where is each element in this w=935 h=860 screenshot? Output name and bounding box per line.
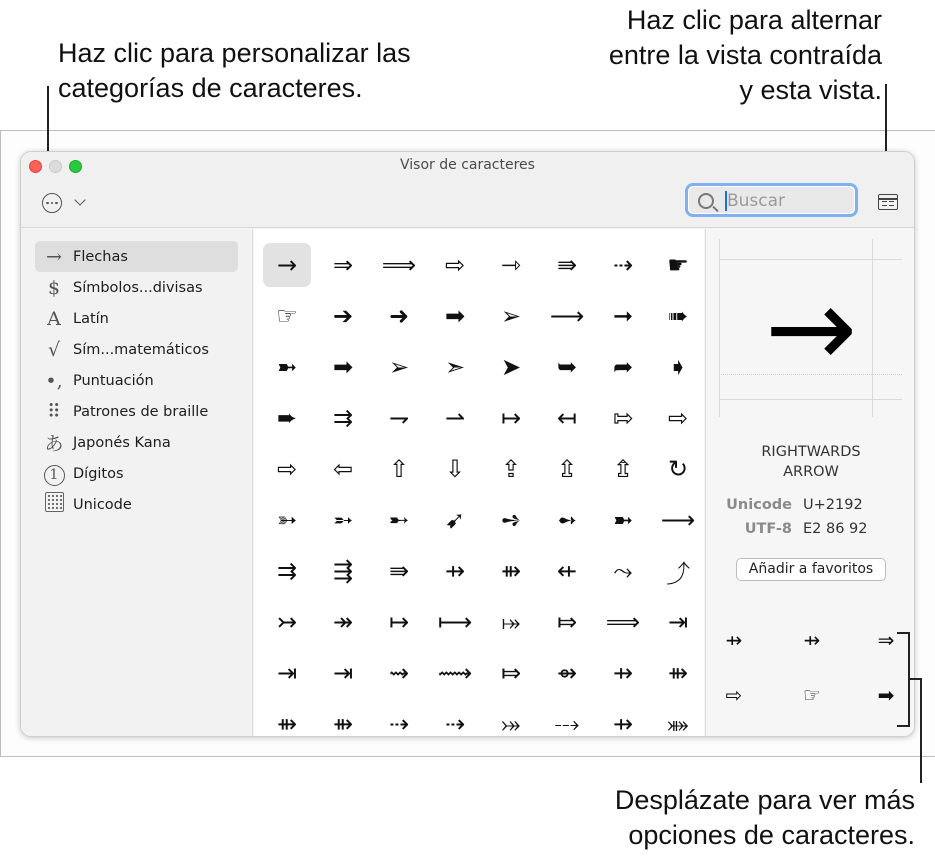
character-cell[interactable]: ➥ (556, 353, 578, 381)
character-cell[interactable]: ⇻ (667, 659, 689, 687)
sidebar-item-latin[interactable] (35, 303, 238, 334)
character-cell[interactable]: ⇶ (332, 557, 354, 585)
callout-line: Desplázate para ver más (614, 785, 915, 815)
character-cell[interactable]: ⇥ (332, 659, 354, 687)
search-input[interactable] (727, 189, 851, 213)
sidebar-item-label: Japonés Kana (73, 434, 171, 451)
character-cell[interactable]: ➡ (444, 302, 466, 330)
character-cell[interactable]: ➵ (332, 506, 354, 534)
character-cell[interactable]: ↠ (332, 608, 354, 636)
character-cell[interactable]: ➦ (612, 353, 634, 381)
kana-icon: あ (44, 433, 64, 455)
character-name-line: ARROW (783, 464, 839, 480)
unicode-icon (45, 492, 64, 512)
character-cell[interactable]: ⇀ (444, 404, 466, 432)
character-cell[interactable]: ⤏ (554, 710, 580, 737)
character-cell[interactable]: ⟹ (605, 608, 641, 636)
sidebar-item-kana[interactable] (35, 427, 238, 458)
currency-icon: $ (47, 276, 61, 299)
sidebar-item-digits[interactable] (35, 458, 238, 489)
braille-icon: ⠿ (47, 400, 61, 423)
latin-icon: A (47, 307, 61, 330)
related-character[interactable]: ⇸ (803, 628, 821, 652)
character-cell[interactable]: ⇾ (500, 251, 522, 279)
callout-line: categorías de caracteres. (58, 73, 363, 103)
character-cell[interactable]: ⇥ (276, 659, 298, 687)
character-cell[interactable]: ⇢ (388, 710, 410, 737)
character-cell[interactable]: ⤅ (501, 608, 521, 636)
character-cell[interactable]: ➢ (500, 302, 522, 330)
related-character[interactable]: ⇨ (725, 683, 743, 707)
character-cell[interactable]: ↻ (667, 455, 689, 483)
sidebar-item-label: Sím...matemáticos (73, 341, 209, 358)
unicode-label: Unicode (726, 497, 792, 513)
character-cell[interactable]: ⇴ (556, 659, 578, 687)
related-character[interactable]: ➡ (877, 683, 895, 707)
character-cell[interactable]: ↣ (276, 608, 298, 636)
add-to-favorites-button[interactable]: Añadir a favoritos (736, 558, 886, 581)
character-cell[interactable]: ⇝ (388, 659, 410, 687)
search-field[interactable] (685, 183, 858, 217)
character-cell[interactable]: ☞ (276, 302, 298, 330)
character-cell[interactable]: ➞ (612, 302, 634, 330)
character-cell[interactable]: ⤇ (500, 659, 522, 687)
character-cell[interactable]: ⇥ (667, 608, 689, 636)
related-character[interactable]: ☞ (803, 683, 821, 707)
utf8-value: E2 86 92 (803, 521, 868, 537)
character-cell[interactable]: ⇢ (612, 251, 634, 279)
character-cell[interactable]: ➳ (276, 506, 298, 534)
sidebar-item-label: Puntuación (73, 372, 154, 389)
character-cell[interactable]: ⤇ (556, 608, 578, 636)
sidebar-item-label: Unicode (73, 496, 132, 513)
character-cell[interactable]: ☛ (667, 251, 689, 279)
character-cell[interactable]: ⇰ (612, 404, 634, 432)
related-character[interactable]: ⇸ (725, 628, 743, 652)
sidebar-item-label: Símbolos...divisas (73, 279, 203, 296)
category-sidebar (21, 229, 253, 737)
character-cell[interactable]: ➜ (388, 302, 410, 330)
character-cell[interactable]: ➹ (444, 506, 466, 534)
digits-icon-wrap (35, 462, 73, 486)
glyph-guide-line (719, 259, 902, 260)
character-cell[interactable]: ⇉ (332, 404, 354, 432)
sidebar-item-math[interactable] (35, 334, 238, 365)
character-cell[interactable]: ➠ (667, 302, 689, 330)
character-grid (254, 229, 704, 737)
character-cell[interactable]: ➨ (276, 404, 298, 432)
sidebar-item-label: Latín (73, 310, 109, 327)
glyph-guide-line (719, 399, 902, 400)
character-cell[interactable]: ⇸ (444, 557, 466, 585)
window-title: Visor de caracteres (400, 157, 535, 173)
search-icon (698, 193, 714, 209)
utf8-label: UTF-8 (744, 521, 792, 537)
character-cell[interactable]: ⟶ (660, 506, 696, 534)
sidebar-item-currency[interactable] (35, 272, 238, 303)
character-cell[interactable]: ⤴ (666, 559, 690, 588)
character-cell[interactable]: ➤ (500, 353, 522, 381)
character-cell[interactable]: ⇨ (667, 404, 689, 432)
character-name-line: RIGHTWARDS (761, 444, 861, 460)
character-cell[interactable]: ⇻ (332, 710, 354, 737)
character-cell[interactable]: ⤖ (501, 710, 521, 737)
sidebar-item-label: Patrones de braille (73, 403, 209, 420)
character-cell[interactable]: ⇦ (332, 455, 354, 483)
callout-customize-categories (58, 36, 478, 106)
more-options-icon[interactable] (42, 193, 62, 213)
unicode-icon-wrap (35, 492, 73, 517)
callout-line: Haz clic para alternar (626, 5, 882, 35)
toggle-view-icon[interactable] (878, 194, 898, 210)
character-cell[interactable]: ⇨ (276, 455, 298, 483)
sidebar-item-arrows[interactable] (35, 241, 238, 272)
scroll-region-bracket (897, 632, 910, 727)
chevron-down-icon[interactable] (74, 194, 85, 205)
character-cell[interactable]: ⇉ (276, 557, 298, 585)
callout-leader-line (920, 678, 922, 783)
glyph-guide-line (719, 239, 720, 417)
character-cell[interactable]: ⇒ (332, 251, 354, 279)
character-cell[interactable]: ⇢ (444, 710, 466, 737)
character-cell[interactable]: ⟿ (437, 659, 473, 687)
character-cell[interactable]: → (263, 243, 311, 287)
character-cell[interactable]: ⇧ (388, 455, 410, 483)
character-cell[interactable]: ➡ (332, 353, 354, 381)
unicode-value: U+2192 (803, 497, 863, 513)
related-character[interactable]: ⇒ (877, 628, 895, 652)
callout-line: entre la vista contraída (608, 40, 882, 70)
character-cell[interactable]: ↤ (556, 404, 578, 432)
callout-line: opciones de caracteres. (628, 820, 915, 850)
character-cell[interactable]: ⇛ (556, 251, 578, 279)
character-cell[interactable]: ⟶ (549, 302, 585, 330)
character-cell[interactable]: ↦ (500, 404, 522, 432)
character-cell[interactable]: ⇷ (556, 557, 578, 585)
character-cell[interactable]: ➣ (444, 353, 466, 381)
character-cell[interactable]: ⇛ (388, 557, 410, 585)
character-cell[interactable]: ⇬ (612, 455, 634, 483)
callout-line: Haz clic para personalizar las (58, 38, 411, 68)
sidebar-item-unicode[interactable] (35, 489, 238, 520)
toolbar (21, 152, 914, 228)
character-cell[interactable]: ➸ (388, 506, 410, 534)
character-cell[interactable]: ⇨ (444, 251, 466, 279)
character-cell[interactable]: ⇸ (612, 710, 634, 737)
callout-scroll-more (515, 783, 915, 853)
character-detail-pane (705, 229, 915, 737)
callout-line: y esta vista. (739, 75, 882, 105)
punctuation-icon: •, (45, 369, 63, 392)
math-icon: √ (47, 338, 61, 361)
character-cell[interactable]: ⇻ (500, 557, 522, 585)
character-cell[interactable]: ⇩ (444, 455, 466, 483)
sidebar-item-punctuation[interactable] (35, 365, 238, 396)
sidebar-item-label: Flechas (73, 248, 128, 265)
character-cell[interactable]: ⟹ (381, 251, 417, 279)
digits-icon: 1 (44, 465, 65, 486)
character-viewer-window (20, 151, 915, 737)
character-cell[interactable]: ➺ (500, 506, 522, 534)
sidebar-item-braille[interactable] (35, 396, 238, 427)
character-cell[interactable]: ➢ (388, 353, 410, 381)
character-cell[interactable]: ⇫ (556, 455, 578, 483)
character-cell[interactable]: ➼ (276, 353, 298, 381)
search-field-background (689, 187, 854, 213)
callout-toggle-view (482, 3, 882, 108)
character-cell[interactable]: ➻ (556, 506, 578, 534)
character-cell[interactable]: ⇻ (276, 710, 298, 737)
character-cell[interactable]: ➧ (667, 353, 689, 381)
character-cell[interactable]: ↦ (388, 608, 410, 636)
character-cell[interactable]: ⟼ (437, 608, 473, 636)
sidebar-item-label: Dígitos (73, 465, 124, 482)
character-name (706, 442, 915, 482)
character-cell[interactable]: ⤘ (667, 710, 689, 737)
arrow-icon: → (46, 245, 62, 268)
character-preview: → (764, 264, 858, 392)
character-cell[interactable]: ➔ (332, 302, 354, 330)
character-cell[interactable]: ⇸ (612, 659, 634, 687)
character-cell[interactable]: ⇁ (388, 404, 410, 432)
character-cell[interactable]: ⤳ (613, 557, 633, 585)
character-cell[interactable]: ➼ (612, 506, 634, 534)
character-cell[interactable]: ⇪ (500, 455, 522, 483)
